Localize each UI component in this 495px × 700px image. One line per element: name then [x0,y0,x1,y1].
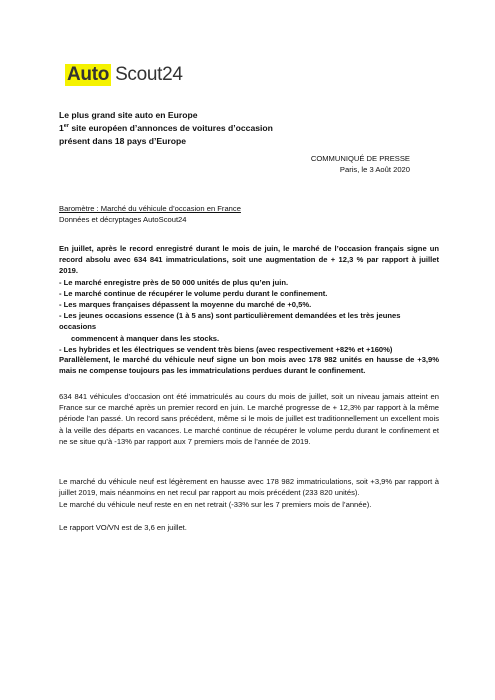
intro-bullet-4: - Les jeunes occasions essence (1 à 5 ans) sont particulièrement demandées et les très jeunes occasions [59,311,401,332]
tagline-line-3: présent dans 18 pays d’Europe [59,136,187,146]
press-release-label: COMMUNIQUÉ DE PRESSE [310,154,410,163]
intro-bullet-2: - Le marché continue de récupérer le volume perdu durant le confinement. [59,288,328,298]
intro-section [59,243,439,355]
tagline [59,109,273,148]
logo-auto: Auto [67,64,110,85]
intro-bullet-5: - Les hybrides et les électriques se vendent très biens (avec respectivement +82% et +160%) [59,344,393,354]
barometre-title: Baromètre : Marché du véhicule d’occasion en France [59,204,241,213]
paragraph-used-vehicles: 634 841 véhicules d’occasion ont été immatriculés au cours du mois de juillet, soit un niveau jamais atteint en France sur ce marché après un premier record en juin. Le marché progresse de + 12,3% par rapport à la même période l’an passé. Un record sans précédent, même si le mois de juillet est traditionnellement un excellent mois à la veille des départs en vacances. Le marché continue de récupérer le volume perdu durant le confinement et ne se situe qu’à -13% par rapport aux 7 premiers mois de l’année de 2019. [59,392,439,446]
tagline-line-1: Le plus grand site auto en Europe [59,110,198,120]
paragraph-vo-vn-ratio: Le rapport VO/VN est de 3,6 en juillet. [59,523,187,532]
paragraph-new-vehicles-detail: Le marché du véhicule neuf est légèrement en hausse avec 178 982 immatriculations, soit +3,9% par rapport à juillet 2019, mais néanmoins en net recul par rapport au mois précédent (233 820 unités). [59,477,439,498]
press-date: Paris, le 3 Août 2020 [339,165,410,174]
barometre-heading [59,203,241,225]
tagline-line-2-text: site européen d’annonces de voitures d’occasion [68,123,273,133]
logo-scout24: Scout24 [115,64,183,85]
tagline-line-2 [59,122,273,135]
autoscout24-logo [65,64,183,86]
paragraph-new-vehicles-retreat: Le marché du véhicule neuf reste en en net retrait (-33% sur les 7 premiers mois de l’année). [59,500,372,509]
intro-bullet-1: - Le marché enregistre près de 50 000 unités de plus qu’en juin. [59,277,289,287]
intro-lead: En juillet, après le record enregistré durant le mois de juin, le marché de l’occasion français signe un record absolu avec 634 841 immatriculations, soit une augmentation de + 12,3 % par rapport à juillet 2019. [59,244,439,276]
tagline-ordinal: 1 [59,123,64,133]
paragraph-new-vehicles-summary: Parallèlement, le marché du véhicule neuf signe un bon mois avec 178 982 unités en hausse de +3,9% mais ne compense toujours pas les immatriculations perdues durant le confinement. [59,355,439,376]
press-header [311,153,410,175]
intro-bullet-4-continued: commencent à manquer dans les stocks. [71,333,220,343]
intro-bullet-3: - Les marques françaises dépassent la moyenne du marché de +0,5%. [59,300,312,310]
tagline-ordinal-suffix: er [63,123,69,130]
barometre-subtitle: Données et décryptages AutoScout24 [59,215,187,224]
